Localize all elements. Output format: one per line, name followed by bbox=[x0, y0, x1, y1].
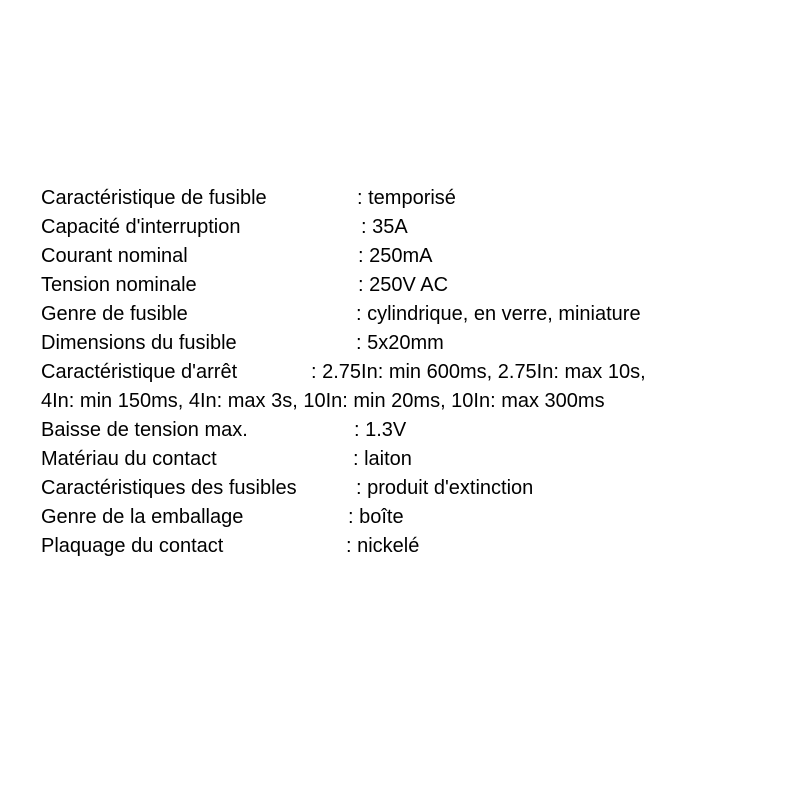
spec-row-breaking-capacity bbox=[41, 213, 781, 242]
spec-value: : 1.3V bbox=[354, 419, 407, 441]
spec-row-trip-characteristic bbox=[41, 358, 781, 387]
spec-row-packaging-type bbox=[41, 503, 781, 532]
spec-value: : produit d'extinction bbox=[356, 477, 534, 499]
spec-row-rated-current bbox=[41, 242, 781, 271]
spec-row-contact-material bbox=[41, 445, 781, 474]
spec-label: Dimensions du fusible bbox=[41, 332, 237, 354]
spec-label: Plaquage du contact bbox=[41, 535, 224, 557]
specification-list bbox=[41, 184, 781, 561]
spec-label: Caractéristique de fusible bbox=[41, 187, 267, 209]
spec-label: Genre de la emballage bbox=[41, 506, 244, 528]
spec-value: : cylindrique, en verre, miniature bbox=[356, 303, 641, 325]
spec-row-rated-voltage bbox=[41, 271, 781, 300]
spec-label: Genre de fusible bbox=[41, 303, 188, 325]
spec-row-max-voltage-drop bbox=[41, 416, 781, 445]
spec-row-fuse-type bbox=[41, 300, 781, 329]
spec-label: Capacité d'interruption bbox=[41, 216, 241, 238]
spec-value: : nickelé bbox=[346, 535, 420, 557]
spec-value-continuation: 4In: min 150ms, 4In: max 3s, 10In: min 20ms, 10In: max 300ms bbox=[41, 390, 605, 412]
spec-value: : 35A bbox=[361, 216, 408, 238]
spec-row-trip-characteristic-continuation bbox=[41, 387, 781, 416]
spec-value: : boîte bbox=[348, 506, 404, 528]
spec-row-fuse-characteristic bbox=[41, 184, 781, 213]
spec-label: Baisse de tension max. bbox=[41, 419, 248, 441]
spec-row-contact-plating bbox=[41, 532, 781, 561]
spec-label: Matériau du contact bbox=[41, 448, 217, 470]
spec-value: : laiton bbox=[353, 448, 412, 470]
spec-value: : 250mA bbox=[358, 245, 433, 267]
spec-row-fuse-dimensions bbox=[41, 329, 781, 358]
spec-value: : 250V AC bbox=[358, 274, 449, 296]
spec-label: Caractéristique d'arrêt bbox=[41, 361, 238, 383]
spec-label: Courant nominal bbox=[41, 245, 188, 267]
spec-value: : temporisé bbox=[357, 187, 456, 209]
spec-value: : 2.75In: min 600ms, 2.75In: max 10s, bbox=[311, 361, 646, 383]
spec-label: Tension nominale bbox=[41, 274, 197, 296]
spec-row-fuse-features bbox=[41, 474, 781, 503]
spec-label: Caractéristiques des fusibles bbox=[41, 477, 297, 499]
spec-value: : 5x20mm bbox=[356, 332, 444, 354]
